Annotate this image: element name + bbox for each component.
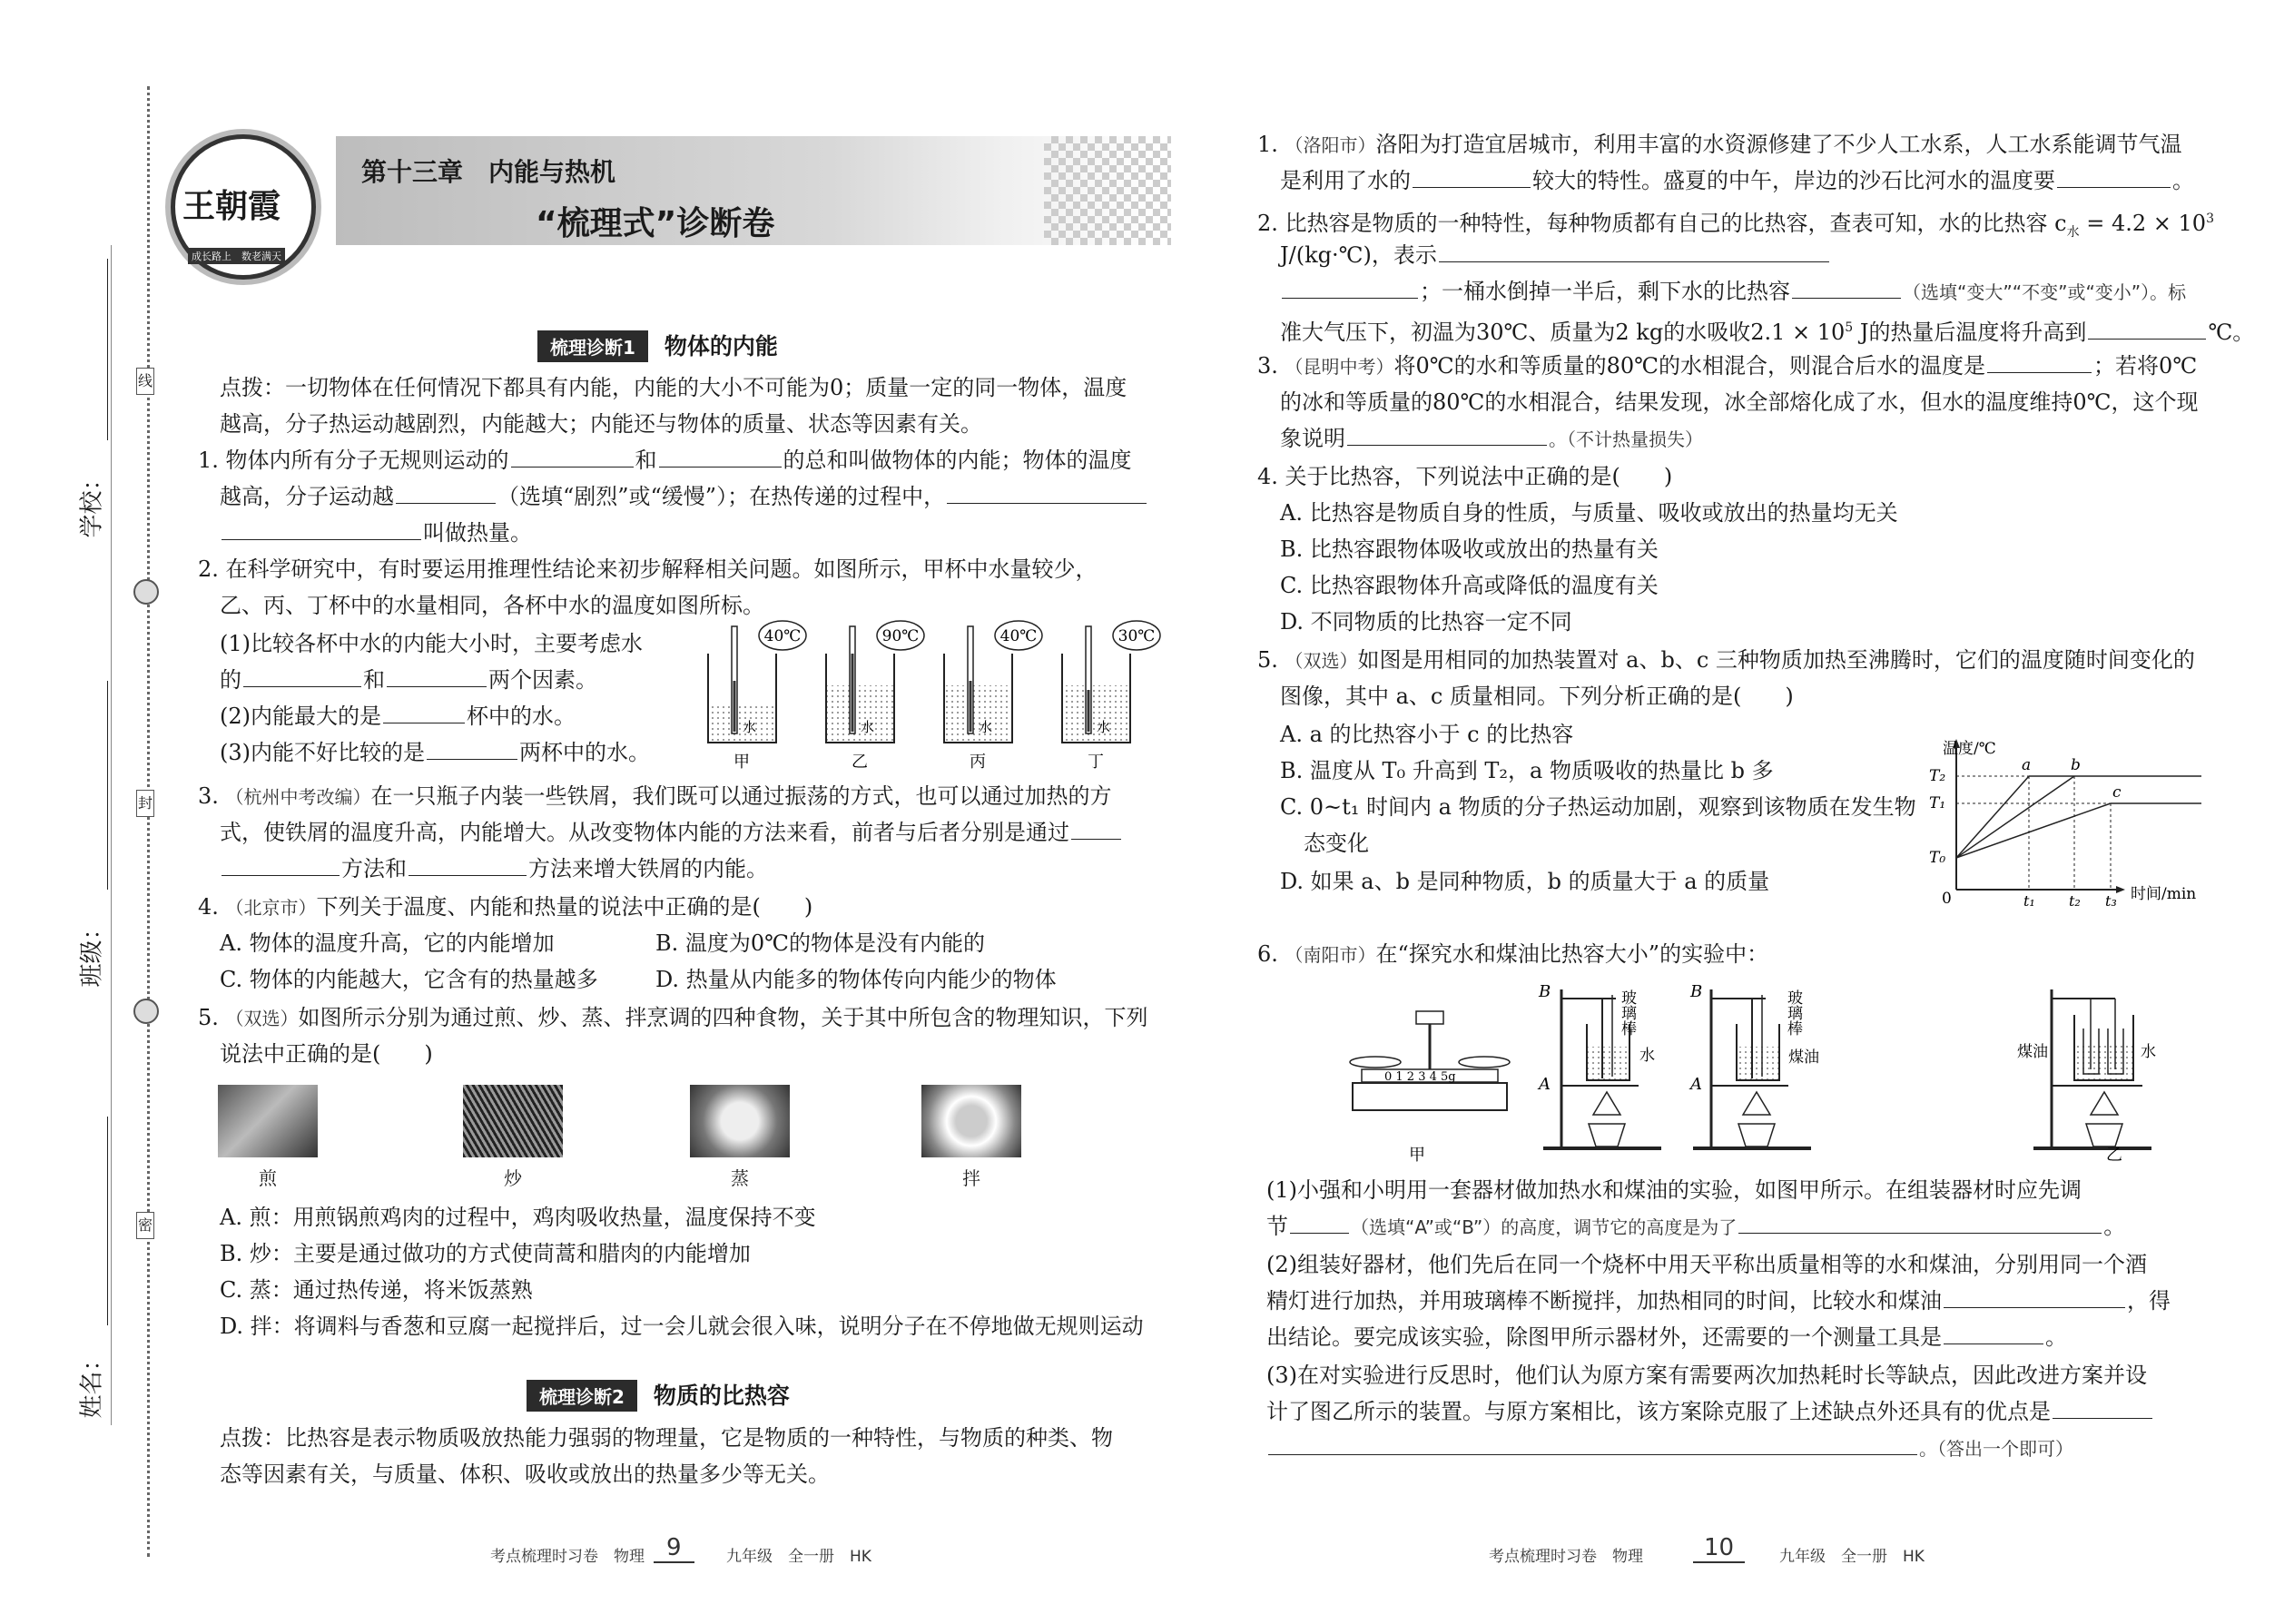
q-text: 方法和 — [341, 856, 407, 881]
answer-blank[interactable] — [2053, 1396, 2152, 1419]
r-q5-option-d[interactable]: D. 如果 a、b 是同种物质，b 的质量大于 a 的质量 — [1280, 869, 1770, 894]
line-b-rise — [1956, 776, 2074, 858]
r-q3-line-c — [1280, 421, 1703, 457]
tip-2-line-a: 点拨：比热容是表示物质吸放热能力强弱的物理量，它是物质的一种特性，与物质的种类、物 — [220, 1425, 1113, 1451]
label-glass-rod: 玻璃棒 — [1784, 989, 1802, 1036]
q-text: 象说明 — [1280, 426, 1345, 451]
question-source-tag: （双选） — [225, 1008, 299, 1029]
q-text: 两杯中的水。 — [519, 740, 650, 765]
r-q4-option-b[interactable]: B. 比热容跟物体吸收或放出的热量有关 — [1280, 536, 1659, 562]
r-q6-1-line-b — [1266, 1209, 2125, 1245]
figure-label-yi: 乙 — [2106, 1146, 2122, 1165]
q-text: 洛阳为打造宜居城市，利用丰富的水资源修建了不少人工水系，人工水系能调节气温 — [1375, 132, 2182, 157]
answer-blank[interactable] — [947, 481, 1147, 504]
school-label: 学校： — [78, 467, 106, 538]
graph-tick-t1: T₁ — [1929, 794, 1946, 812]
beaker-water-label: 水 — [1097, 719, 1111, 735]
q-text: (3)内能不好比较的是 — [220, 740, 425, 765]
r-q4-option-d[interactable]: D. 不同物质的比热容一定不同 — [1280, 609, 1572, 635]
q-text: 将0℃的水和等质量的80℃的水相混合，则混合后水的温度是 — [1393, 353, 1986, 379]
r-q5-option-a[interactable]: A. a 的比热容小于 c 的比热容 — [1280, 722, 1574, 747]
graph-series-c: c — [2112, 783, 2122, 802]
q1-line-c — [220, 516, 532, 550]
r-q3-line-a: 3. （昆明中考）将0℃的水和等质量的80℃的水相混合，则混合后水的温度是 ；若将0℃ — [1257, 349, 2197, 384]
page-number: 9 — [654, 1534, 694, 1563]
food-caption: 炒 — [504, 1167, 522, 1189]
question-source-tag: （南阳市） — [1285, 944, 1376, 966]
r-q5-option-b[interactable]: B. 温度从 T₀ 升高到 T₂，a 物质吸收的热量比 b 多 — [1280, 758, 1774, 783]
section-2-header — [527, 1378, 790, 1414]
r-q2-line-d — [1280, 310, 2254, 349]
class-field-line — [107, 681, 108, 890]
school-field-line — [107, 259, 108, 440]
r-q4-stem: 4. 关于比热容，下列说法中正确的是( ) — [1257, 464, 1673, 489]
r-q6-3-line-b — [1266, 1394, 2154, 1429]
q2-2-line — [220, 699, 576, 733]
r-q2-line-b — [1280, 238, 1831, 272]
q-text: 出结论。要完成该实验，除图甲所示器材外，还需要的一个测量工具是 — [1266, 1324, 1942, 1350]
answer-blank[interactable] — [1413, 165, 1531, 188]
q-text: 较大的特性。盛夏的中午，岸边的沙石比河水的温度要 — [1532, 168, 2055, 193]
binding-solid-line — [111, 245, 112, 1425]
header-logo — [171, 134, 316, 280]
q5-option-a[interactable]: A. 煎：用煎锅煎鸡肉的过程中，鸡肉吸收热量，温度保持不变 — [220, 1205, 816, 1230]
binding-mark-seal: 封 — [136, 790, 154, 817]
class-label: 班级： — [78, 916, 106, 988]
q-text: 如图所示分别为通过煎、炒、蒸、拌烹调的四种食物，关于其中所包含的物理知识，下列 — [298, 1005, 1148, 1030]
food-photo-zheng — [690, 1085, 790, 1157]
chapter-title: 第十三章 内能与热机 — [361, 157, 616, 187]
q5-option-c[interactable]: C. 蒸：通过热传递，将米饭蒸熟 — [220, 1277, 533, 1303]
beaker-temp-label: 40℃ — [999, 627, 1038, 645]
name-label: 姓名： — [78, 1347, 106, 1419]
q2-line-b — [220, 588, 764, 623]
temperature-time-graph — [1902, 726, 2224, 908]
page-title: “梳理式”诊断卷 — [536, 205, 775, 242]
q-subscript: 水 — [2066, 224, 2080, 240]
label-b: B — [1539, 982, 1551, 1001]
q-text: 。 — [2045, 1324, 2067, 1350]
food-photo-ban — [921, 1085, 1021, 1157]
answer-blank[interactable] — [659, 445, 782, 468]
beaker-water-label: 水 — [743, 719, 757, 735]
r-q5-option-c2: 态变化 — [1304, 831, 1369, 856]
answer-blank[interactable] — [383, 701, 465, 723]
answer-blank[interactable] — [222, 853, 340, 876]
r-q6-3-line-c — [1266, 1431, 2073, 1466]
q-text: 计了图乙所示的装置。与原方案相比，该方案除克服了上述缺点外还具有的优点是 — [1266, 1399, 2051, 1424]
q-text: 精灯进行加热，并用玻璃棒不断搅拌，加热相同的时间，比较水和煤油 — [1266, 1288, 1942, 1314]
q2-1-line-b — [220, 663, 597, 697]
q5-option-b[interactable]: B. 炒：主要是通过做功的方式使茼蒿和腊肉的内能增加 — [220, 1241, 751, 1266]
answer-blank[interactable] — [1738, 1211, 2102, 1234]
x-axis-arrow-icon — [2116, 886, 2125, 893]
label-b: B — [1690, 982, 1703, 1001]
beaker-temp-label: 30℃ — [1117, 627, 1156, 645]
label-water: 水 — [1639, 1047, 1655, 1065]
food-caption: 蒸 — [731, 1167, 749, 1189]
binding-hole-icon — [133, 579, 159, 605]
q-text: 杯中的水。 — [467, 704, 576, 729]
figure-label-jia: 甲 — [1409, 1146, 1425, 1165]
q-text: ，得 — [2127, 1288, 2171, 1314]
r-q6-3-line-a: (3)在对实验进行反思时，他们认为原方案有需要两次加热耗时长等缺点，因此改进方案并设 — [1266, 1363, 2147, 1388]
q4-option-a[interactable]: A. 物体的温度升高，它的内能增加 — [220, 930, 555, 956]
r-q5-line-b: 图像，其中 a、c 质量相同。下列分析正确的是( ) — [1280, 684, 1794, 709]
r-q6-2-line-b — [1266, 1284, 2171, 1318]
q-text: 和 — [635, 448, 657, 473]
label-water: 水 — [2141, 1043, 2156, 1061]
q-superscript: 5 — [1845, 320, 1854, 335]
answer-blank[interactable] — [1071, 817, 1121, 840]
question-source-tag: （昆明中考） — [1285, 356, 1394, 378]
section-badge: 梳理诊断1 — [537, 330, 648, 362]
answer-blank[interactable] — [1944, 1285, 2125, 1308]
q-text: 方法来增大铁屑的内能。 — [528, 856, 768, 881]
logo-ribbon: 成长路上 数老满天 — [188, 248, 285, 264]
beaker-temp-label: 90℃ — [881, 627, 920, 645]
q1-line-b — [220, 479, 1148, 514]
q-text: ；若将0℃ — [2093, 353, 2198, 379]
q-text: 乙、丙、丁杯中的水量相同，各杯中水的温度如图所标。 — [220, 593, 764, 618]
r-q5-line-a: 5. （双选）如图是用相同的加热装置对 a、b、c 三种物质加热至沸腾时，它们的温度随时间变化的 — [1257, 647, 2195, 673]
question-source-tag: （双选） — [1285, 650, 1358, 672]
answer-blank[interactable] — [396, 481, 496, 504]
r-q3-line-b: 的冰和等质量的80℃的水相混合，结果发现，冰全部熔化成了水，但水的温度维持0℃，这个现 — [1280, 389, 2199, 415]
q-text: 下列关于温度、内能和热量的说法中正确的是( ) — [316, 894, 813, 920]
r-q4-option-c[interactable]: C. 比热容跟物体升高或降低的温度有关 — [1280, 573, 1659, 598]
q-text: 节 — [1266, 1214, 1288, 1239]
binding-mark-secret: 密 — [136, 1212, 154, 1239]
section-title: 物体的内能 — [664, 333, 778, 359]
beaker-water-label: 水 — [979, 719, 993, 735]
q-text: = 4.2 × 10 — [2079, 211, 2207, 236]
q-text: （选填“变大”“不变”或“变小”）。标 — [1903, 281, 2187, 303]
r-q4-option-a[interactable]: A. 比热容是物质自身的性质，与质量、吸收或放出的热量均无关 — [1280, 500, 1898, 526]
beaker-caption: 乙 — [852, 753, 868, 772]
answer-blank[interactable] — [511, 445, 634, 468]
answer-blank[interactable] — [2057, 165, 2171, 188]
answer-blank[interactable] — [2088, 317, 2206, 340]
r-q2-line-c — [1280, 274, 2186, 310]
q3-line-c — [220, 851, 768, 886]
answer-blank[interactable] — [1439, 240, 1829, 262]
answer-blank[interactable] — [243, 664, 361, 687]
graph-ylabel: 温度/℃ — [1943, 740, 1996, 758]
section-badge: 梳理诊断2 — [527, 1380, 637, 1412]
q-text: 准大气压下，初温为30℃、质量为2 kg的水吸收2.1 × 10 — [1280, 320, 1846, 345]
answer-blank[interactable] — [1347, 423, 1547, 446]
food-photo-chao — [463, 1085, 563, 1157]
q-text: 叫做热量。 — [423, 520, 532, 546]
beaker-water-label: 水 — [861, 719, 875, 735]
footer-left-grade: 九年级 全一册 HK — [726, 1548, 871, 1566]
q-text: （选填“A”或“B”）的高度，调节它的高度是为了 — [1351, 1216, 1738, 1238]
q-text: 式，使铁屑的温度升高，内能增大。从改变物体内能的方法来看，前者与后者分别是通过 — [220, 820, 1069, 845]
q5-line-b: 说法中正确的是( ) — [220, 1041, 433, 1067]
answer-blank[interactable] — [1282, 276, 1418, 299]
graph-origin: 0 — [1942, 890, 1952, 908]
footer-right-series: 考点梳理时习卷 物理 — [1489, 1548, 1643, 1566]
graph-xlabel: 时间/min — [2131, 885, 2197, 903]
stand-yi — [2033, 989, 2151, 1148]
q-text: 两个因素。 — [488, 667, 597, 693]
food-photo-jian — [218, 1085, 318, 1157]
label-kerosene: 煤油 — [1788, 1048, 1819, 1067]
q-text: 如图是用相同的加热装置对 a、b、c 三种物质加热至沸腾时，它们的温度随时间变化的 — [1357, 647, 2195, 673]
graph-tick-time-3: t₃ — [2105, 892, 2117, 908]
question-source-tag: （杭州中考改编） — [225, 786, 371, 808]
r-q1-line-a: 1. （洛阳市）洛阳为打造宜居城市，利用丰富的水资源修建了不少人工水系，人工水系能调节气温 — [1257, 132, 2182, 157]
label-glass-rod: 玻璃棒 — [1618, 989, 1636, 1036]
q-text: 越高，分子运动越 — [220, 484, 394, 509]
q4-option-c[interactable]: C. 物体的内能越大，它含有的热量越多 — [220, 967, 598, 992]
answer-blank[interactable] — [409, 853, 527, 876]
binding-dotted-line — [147, 86, 150, 1557]
q3-line-a: 3. （杭州中考改编）在一只瓶子内装一些铁屑，我们既可以通过振荡的方式，也可以通过加热的方 — [198, 783, 1112, 809]
q-text: 和 — [363, 667, 385, 693]
r-q5-option-c1[interactable]: C. 0~t₁ 时间内 a 物质的分子热运动加剧，观察到该物质在发生物 — [1280, 794, 1916, 820]
q-text: 。（不计热量损失） — [1549, 428, 1703, 450]
graph-tick-t0: T₀ — [1929, 849, 1946, 867]
food-caption: 煎 — [259, 1167, 277, 1189]
q-text: 。（答出一个即可） — [1919, 1438, 2073, 1460]
answer-blank[interactable] — [1944, 1322, 2043, 1344]
answer-blank[interactable] — [427, 737, 517, 760]
tip-text: 越高，分子热运动越剧烈，内能越大；内能还与物体的质量、状态等因素有关。 — [220, 411, 982, 437]
q-text: 2. 比热容是物质的一种特性，每种物质都有自己的比热容，查表可知，水的比热容 c — [1257, 211, 2067, 236]
q3-line-b — [220, 815, 1123, 850]
q2-1-line-a — [220, 626, 643, 661]
answer-blank[interactable] — [1290, 1211, 1349, 1234]
page-number: 10 — [1693, 1534, 1745, 1563]
q2-3-line — [220, 735, 650, 770]
question-source-tag: （北京市） — [225, 897, 317, 919]
graph-series-b: b — [2071, 756, 2081, 774]
header-checker-pattern — [1044, 136, 1171, 245]
r-q1-line-b — [1280, 163, 2194, 198]
experiment-apparatus-figure — [1334, 979, 2242, 1165]
q5-option-d[interactable]: D. 拌：将调料与香葱和豆腐一起搅拌后，过一会儿就会很入味，说明分子在不停地做无规则运动 — [220, 1314, 1144, 1339]
answer-blank[interactable] — [1268, 1432, 1917, 1455]
beaker-temp-label: 40℃ — [763, 627, 802, 645]
beaker-caption: 丙 — [970, 753, 986, 772]
q-superscript: 3 — [2206, 212, 2214, 226]
scale-ruler: 0 1 2 3 4 5g — [1384, 1070, 1456, 1084]
q2-line-a — [198, 552, 1098, 586]
answer-blank[interactable] — [1987, 350, 2092, 373]
r-q6-2-line-c — [1266, 1320, 2067, 1354]
q4-stem: 4. （北京市）下列关于温度、内能和热量的说法中正确的是( ) — [198, 894, 813, 920]
answer-blank[interactable] — [222, 517, 421, 540]
q-text: （选填“剧烈”或“缓慢”）；在热传递的过程中， — [497, 484, 946, 509]
q4-option-d[interactable]: D. 热量从内能多的物体传向内能少的物体 — [655, 967, 1057, 992]
food-caption: 拌 — [962, 1167, 980, 1189]
q-text: 的 — [220, 667, 241, 693]
beaker-caption: 甲 — [733, 753, 750, 772]
graph-series-a: a — [2022, 756, 2032, 774]
binding-mark-line: 线 — [136, 368, 154, 395]
q-text: 是利用了水的 — [1280, 168, 1411, 193]
q-text: 。 — [2103, 1214, 2126, 1239]
balance-scale — [1350, 1011, 1510, 1110]
footer-left-series: 考点梳理时习卷 物理 — [490, 1548, 645, 1566]
graph-tick-time-2: t₂ — [2069, 892, 2081, 908]
label-kerosene: 煤油 — [2017, 1043, 2048, 1061]
q-text: 。 — [2172, 168, 2194, 193]
q-text: (1)比较各杯中水的内能大小时，主要考虑水 — [220, 631, 643, 656]
label-a: A — [1690, 1075, 1702, 1094]
r-q6-stem: 6. （南阳市）在“探究水和煤油比热容大小”的实验中： — [1257, 941, 1769, 967]
r-q6-2-line-a: (2)组装好器材，他们先后在同一个烧杯中用天平称出质量相等的水和煤油，分别用同一个酒 — [1266, 1252, 2147, 1277]
q-text: J/(kg·℃)，表示 — [1280, 242, 1437, 268]
answer-blank[interactable] — [387, 664, 487, 687]
q1-line-a — [198, 443, 1132, 477]
q-text: 1. 物体内所有分子无规则运动的 — [198, 448, 509, 473]
stand-jia-water — [1543, 989, 1661, 1148]
tip-text: 点拨：一切物体在任何情况下都具有内能，内能的大小不可能为0；质量一定的同一物体，温度 — [220, 375, 1127, 400]
q5-line-a: 5. （双选）如图所示分别为通过煎、炒、蒸、拌烹调的四种食物，关于其中所包含的物理知识，下列 — [198, 1005, 1148, 1030]
name-field-line — [107, 1117, 108, 1325]
q-text: ℃。 — [2208, 320, 2255, 345]
tip-1-line-a — [220, 370, 1127, 405]
beaker-caption: 丁 — [1088, 753, 1104, 772]
binding-hole-icon — [133, 999, 159, 1024]
q-text: 在一只瓶子内装一些铁屑，我们既可以通过振荡的方式，也可以通过加热的方 — [370, 783, 1112, 809]
section-1-header — [537, 329, 778, 365]
q-text: ；一桶水倒掉一半后，剩下水的比热容 — [1420, 279, 1790, 304]
logo-text: 王朝霞 — [182, 187, 281, 225]
question-source-tag: （洛阳市） — [1285, 134, 1376, 156]
section-title: 物质的比热容 — [653, 1383, 790, 1409]
r-q6-1-line-a: (1)小强和小明用一套器材做加热水和煤油的实验，如图甲所示。在组装器材时应先调 — [1266, 1177, 2082, 1203]
beakers-figure — [699, 617, 1171, 776]
graph-tick-t2: T₂ — [1929, 767, 1946, 785]
q-text: 在“探究水和煤油比热容大小”的实验中： — [1375, 941, 1769, 967]
answer-blank[interactable] — [1792, 276, 1901, 299]
tip-2-line-b: 态等因素有关，与质量、体积、吸收或放出的热量多少等无关。 — [220, 1462, 830, 1487]
label-a: A — [1539, 1075, 1551, 1094]
tip-1-line-b — [220, 407, 982, 441]
q-text: 2. 在科学研究中，有时要运用推理性结论来初步解释相关问题。如图所示，甲杯中水量较少， — [198, 556, 1098, 582]
q-text: 的总和叫做物体的内能；物体的温度 — [783, 448, 1132, 473]
graph-tick-time-1: t₁ — [2023, 892, 2035, 908]
q-text: (2)内能最大的是 — [220, 704, 381, 729]
q4-option-b[interactable]: B. 温度为0℃的物体是没有内能的 — [655, 930, 986, 956]
q-text: J的热量后温度将升高到 — [1853, 320, 2087, 345]
footer-right-grade: 九年级 全一册 HK — [1779, 1548, 1925, 1566]
line-c-rise — [1956, 803, 2111, 858]
